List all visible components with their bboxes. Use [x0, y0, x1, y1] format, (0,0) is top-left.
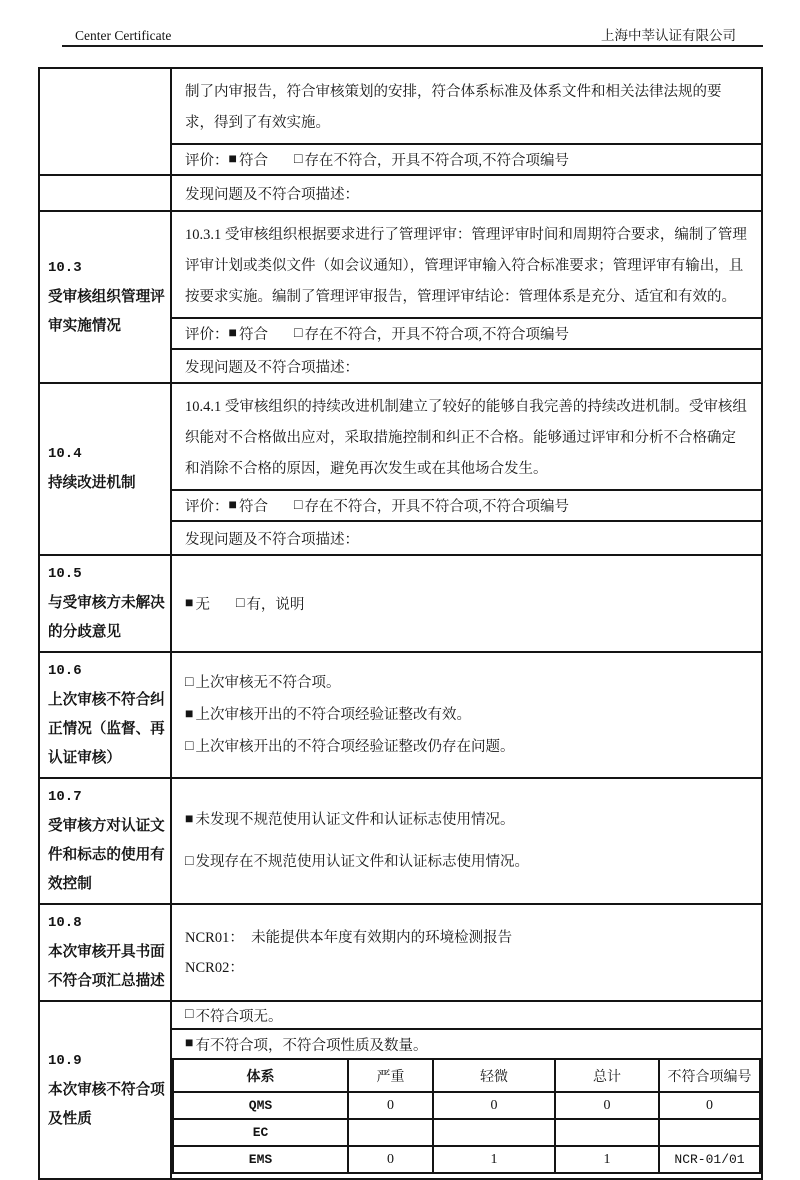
cell-total: 1: [555, 1146, 659, 1173]
section-title: 受审核方对认证文件和标志的使用有效控制: [48, 818, 165, 892]
checkbox-checked-icon: ■: [185, 812, 194, 827]
table-row-ec: [173, 1119, 760, 1146]
option-label: 有，说明: [246, 597, 305, 613]
label-cell: [40, 653, 172, 777]
nonconformity-summary-table: [172, 1058, 761, 1174]
section-10-4: [40, 382, 761, 554]
checkbox-checked-icon: ■: [185, 1036, 194, 1051]
section-title: 与受审核方未解决的分歧意见: [48, 595, 165, 640]
checkbox-checked-icon: ■: [228, 151, 237, 167]
cell-total: 0: [555, 1092, 659, 1119]
findings-row: 发现问题及不符合项描述：: [172, 520, 761, 554]
label-cell: [40, 212, 172, 382]
evaluation-label: 评价：: [185, 153, 229, 169]
option-row: [172, 699, 761, 731]
cell-severe: 0: [348, 1146, 433, 1173]
checkbox-unchecked-icon: □: [185, 854, 194, 869]
section-title: 上次审核不符合纠正情况（监督、再认证审核）: [48, 692, 165, 766]
cell-system: EC: [173, 1119, 348, 1146]
section-content: [172, 384, 761, 554]
checkbox-unchecked-icon: □: [185, 675, 194, 690]
checkbox-unchecked-icon: □: [293, 325, 303, 341]
col-header-total: 总计: [555, 1059, 659, 1092]
checkbox-unchecked-icon: □: [293, 151, 303, 167]
section-number: 10.4: [48, 446, 82, 462]
checkbox-unchecked-icon: □: [185, 739, 194, 754]
section-content: [172, 176, 761, 210]
evaluation-label: 评价：: [185, 327, 229, 343]
option-row: [172, 593, 761, 614]
section-10-6: [40, 651, 761, 777]
section-10-3: [40, 210, 761, 382]
checkbox-unchecked-icon: □: [185, 1007, 194, 1022]
option-row: [172, 731, 761, 763]
section-content: [172, 779, 761, 903]
label-cell: [40, 1002, 172, 1178]
evaluation-label: 评价：: [185, 499, 229, 515]
cell-system: EMS: [173, 1146, 348, 1173]
section-number: 10.9: [48, 1052, 82, 1069]
section-title: 本次审核开具书面不符合项汇总描述: [48, 944, 165, 989]
section-content: [172, 69, 761, 174]
cell-system: QMS: [173, 1092, 348, 1119]
option-label: 不符合项无。: [195, 1008, 283, 1025]
cell-severe: 0: [348, 1092, 433, 1119]
section-content: [172, 556, 761, 651]
section-continuation: [40, 69, 761, 174]
eval-option-conform-label: 符合: [238, 327, 268, 343]
checkbox-checked-icon: ■: [228, 497, 237, 513]
col-header-system: 体系: [173, 1059, 348, 1092]
eval-option-nonconform-label: 存在不符合，开具不符合项,不符合项编号: [304, 153, 570, 169]
cell-ncr-number: NCR-01/01: [659, 1146, 760, 1173]
cell-total: [555, 1119, 659, 1146]
label-cell: [40, 905, 172, 1000]
checkbox-unchecked-icon: □: [293, 497, 303, 513]
page-header: [75, 24, 736, 44]
option-label: 上次审核开出的不符合项经验证整改有效。: [195, 707, 471, 723]
ncr-line: NCR02：: [185, 959, 244, 976]
section-10-5: [40, 554, 761, 651]
label-cell: [40, 779, 172, 903]
section-number: 10.3: [48, 259, 82, 276]
option-row: [172, 799, 761, 841]
header-rule: [62, 45, 763, 47]
checkbox-checked-icon: ■: [185, 707, 194, 722]
option-row: [172, 667, 761, 699]
ncr-line: NCR01： 未能提供本年度有效期内的环境检测报告: [185, 929, 513, 946]
doc-title: Center Certificate: [75, 28, 172, 43]
eval-option-nonconform-label: 存在不符合，开具不符合项,不符合项编号: [304, 327, 570, 343]
eval-option-nonconform-label: 存在不符合，开具不符合项,不符合项编号: [304, 499, 570, 515]
section-title: 受审核组织管理评审实施情况: [48, 288, 165, 334]
cell-minor: 1: [433, 1146, 555, 1173]
section-body-text: 制了内审报告，符合审核策划的安排，符合体系标准及体系文件和相关法律法规的要求，得到了有效实施。: [185, 84, 722, 131]
eval-option-conform-label: 符合: [238, 153, 268, 169]
findings-row: 发现问题及不符合项描述：: [172, 348, 761, 382]
evaluation-row: [172, 489, 761, 520]
label-cell-empty: [40, 69, 172, 174]
option-label: 未发现不规范使用认证文件和认证标志使用情况。: [195, 812, 515, 828]
company-name: 上海中莘认证有限公司: [601, 28, 736, 43]
section-number: 10.8: [48, 915, 82, 931]
checkbox-checked-icon: ■: [185, 595, 194, 611]
table-header-row: [173, 1059, 760, 1092]
section-body-text: 10.4.1 受审核组织的持续改进机制建立了较好的能够自我完善的持续改进机制。受审核组织能对不合格做出应对，采取措施控制和纠正不合格。能够通过评审和分析不合格确定和消除不合格的原因，避免再次发生或在其他场合发生。: [185, 399, 747, 477]
audit-report-table: [38, 67, 763, 1180]
col-header-ncr-number: 不符合项编号: [659, 1059, 760, 1092]
option-label: 上次审核开出的不符合项经验证整改仍存在问题。: [195, 739, 515, 755]
option-row: [172, 1002, 761, 1028]
section-10-7: [40, 777, 761, 903]
evaluation-row: [172, 143, 761, 174]
option-label: 发现存在不规范使用认证文件和认证标志使用情况。: [195, 854, 529, 870]
option-row: [172, 841, 761, 883]
label-cell: [40, 384, 172, 554]
section-number: 10.6: [48, 663, 82, 679]
label-cell-empty: [40, 176, 172, 210]
section-number: 10.7: [48, 789, 82, 805]
eval-option-conform-label: 符合: [238, 499, 268, 515]
section-number: 10.5: [48, 566, 82, 582]
col-header-severe: 严重: [348, 1059, 433, 1092]
table-row-qms: [173, 1092, 760, 1119]
evaluation-row: [172, 317, 761, 348]
cell-minor: 0: [433, 1092, 555, 1119]
section-content: [172, 905, 761, 1000]
option-label: 有不符合项，不符合项性质及数量。: [195, 1037, 428, 1054]
cell-minor: [433, 1119, 555, 1146]
section-continuation-findings: [40, 174, 761, 210]
section-content: [172, 212, 761, 382]
cell-ncr-number: 0: [659, 1092, 760, 1119]
table-row-ems: [173, 1146, 760, 1173]
option-row: [172, 1028, 761, 1058]
section-10-8: [40, 903, 761, 1000]
section-content: [172, 653, 761, 777]
cell-severe: [348, 1119, 433, 1146]
section-body-text: 10.3.1 受审核组织根据要求进行了管理评审：管理评审时间和周期符合要求，编制了管理评审计划或类似文件（如会议通知），管理评审输入符合标准要求；管理评审有输出，且按要求实施。编制了管理评审报告，管理评审结论：管理体系是充分、适宜和有效的。: [185, 227, 747, 305]
cell-ncr-number: [659, 1119, 760, 1146]
findings-row: 发现问题及不符合项描述：: [185, 186, 359, 203]
checkbox-unchecked-icon: □: [235, 595, 245, 611]
section-title: 本次审核不符合项及性质: [48, 1081, 165, 1127]
section-title: 持续改进机制: [48, 475, 136, 491]
col-header-minor: 轻微: [433, 1059, 555, 1092]
label-cell: [40, 556, 172, 651]
option-label: 上次审核无不符合项。: [195, 675, 341, 691]
section-content: [172, 1002, 761, 1178]
section-10-9: [40, 1000, 761, 1178]
option-label: 无: [195, 597, 210, 613]
checkbox-checked-icon: ■: [228, 325, 237, 341]
